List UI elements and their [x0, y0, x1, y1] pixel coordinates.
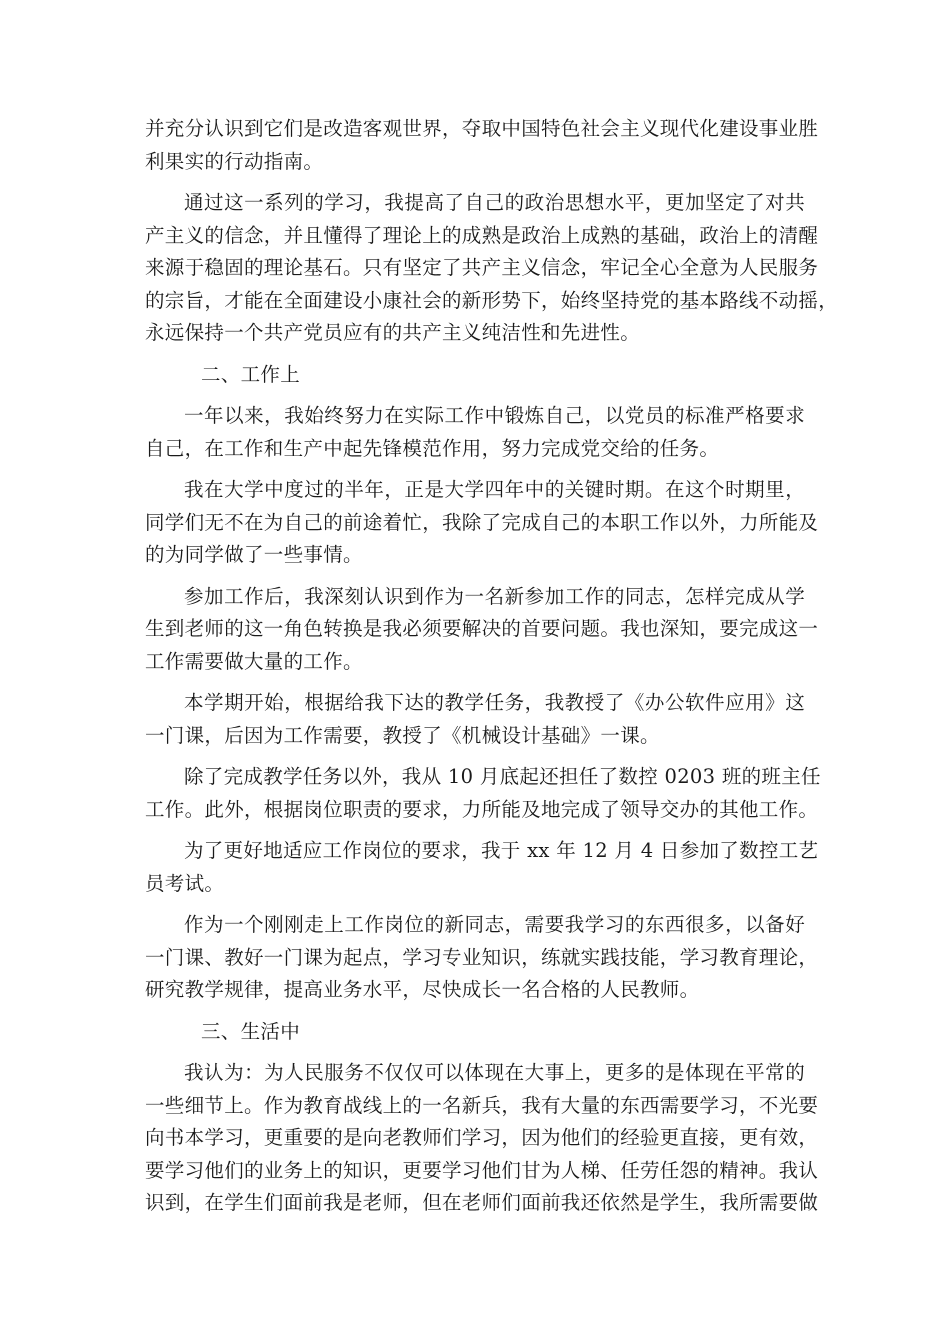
text-line: 产主义的信念，并且懂得了理论上的成熟是政治上成熟的基础，政治上的清醒 [145, 223, 819, 247]
text-line: 研究教学规律，提高业务水平，尽快成长一名合格的人民教师。 [145, 978, 700, 1001]
text-line: 本学期开始，根据给我下达的教学任务，我教授了《办公软件应用》这 [184, 691, 805, 714]
text-line: 一门课，后因为工作需要，教授了《机械设计基础》一课。 [145, 723, 660, 747]
text-line: 识到，在学生们面前我是老师，但在老师们面前我还依然是学生，我所需要做 [145, 1191, 819, 1214]
section-heading: 三、生活中 [201, 1019, 301, 1043]
text-line: 要学习他们的业务上的知识，更要学习他们甘为人梯、任劳任怨的精神。我认 [145, 1158, 819, 1182]
text-line: 并充分认识到它们是改造客观世界，夺取中国特色社会主义现代化建设事业胜 [145, 117, 819, 140]
text-line: 工作需要做大量的工作。 [145, 649, 363, 673]
paragraph [145, 474, 819, 572]
paragraph [145, 113, 819, 178]
paragraph [145, 909, 819, 1007]
text-line: 生到老师的这一角色转换是我必须要解决的首要问题。我也深知，要完成这一 [145, 617, 819, 640]
paragraph [145, 1057, 819, 1220]
section-heading: 二、工作上 [201, 362, 301, 386]
text-line: 利果实的行动指南。 [145, 149, 324, 173]
text-line: 的为同学做了一些事情。 [145, 543, 363, 566]
text-line: 一门课、教好一门课为起点，学习专业知识，练就实践技能，学习教育理论， [145, 945, 819, 969]
text-line: 自己，在工作和生产中起先锋模范作用，努力完成党交给的任务。 [145, 436, 720, 460]
text-line: 来源于稳固的理论基石。只有坚定了共产主义信念，牢记全心全意为人民服务 [145, 256, 819, 279]
text-line: 一些细节上。作为教育战线上的一名新兵，我有大量的东西需要学习，不光要 [145, 1093, 819, 1117]
paragraph [145, 187, 839, 350]
text-line: 同学们无不在为自己的前途着忙，我除了完成自己的本职工作以外，力所能及 [145, 510, 819, 534]
text-line: 参加工作后，我深刻认识到作为一名新参加工作的同志，怎样完成从学 [184, 584, 805, 608]
text-line: 为了更好地适应工作岗位的要求，我于 xx 年 12 月 4 日参加了数控工艺 [184, 839, 819, 862]
text-line: 我认为：为人民服务不仅仅可以体现在大事上，更多的是体现在平常的 [184, 1061, 805, 1084]
text-line: 一年以来，我始终努力在实际工作中锻炼自己，以党员的标准严格要求 [184, 404, 805, 427]
text-line: 向书本学习，更重要的是向老教师们学习，因为他们的经验更直接，更有效， [145, 1126, 819, 1149]
paragraph [145, 687, 805, 752]
paragraph [145, 581, 819, 679]
paragraph [145, 400, 805, 465]
text-line: 通过这一系列的学习，我提高了自己的政治思想水平，更加坚定了对共 [184, 191, 805, 214]
text-line: 工作。此外，根据岗位职责的要求，力所能及地完成了领导交办的其他工作。 [145, 797, 819, 821]
text-line: 员考试。 [145, 871, 225, 895]
paragraph [145, 761, 821, 826]
text-line: 的宗旨，才能在全面建设小康社会的新形势下，始终坚持党的基本路线不动摇， [145, 288, 839, 312]
text-line: 作为一个刚刚走上工作岗位的新同志，需要我学习的东西很多，以备好 [184, 913, 805, 936]
text-line: 我在大学中度过的半年，正是大学四年中的关键时期。在这个时期里， [184, 478, 805, 501]
document-body [145, 113, 839, 1229]
text-line: 除了完成教学任务以外，我从 10 月底起还担任了数控 0203 班的班主任 [184, 765, 821, 788]
text-line: 永远保持一个共产党员应有的共产主义纯洁性和先进性。 [145, 321, 641, 344]
paragraph [145, 835, 819, 900]
